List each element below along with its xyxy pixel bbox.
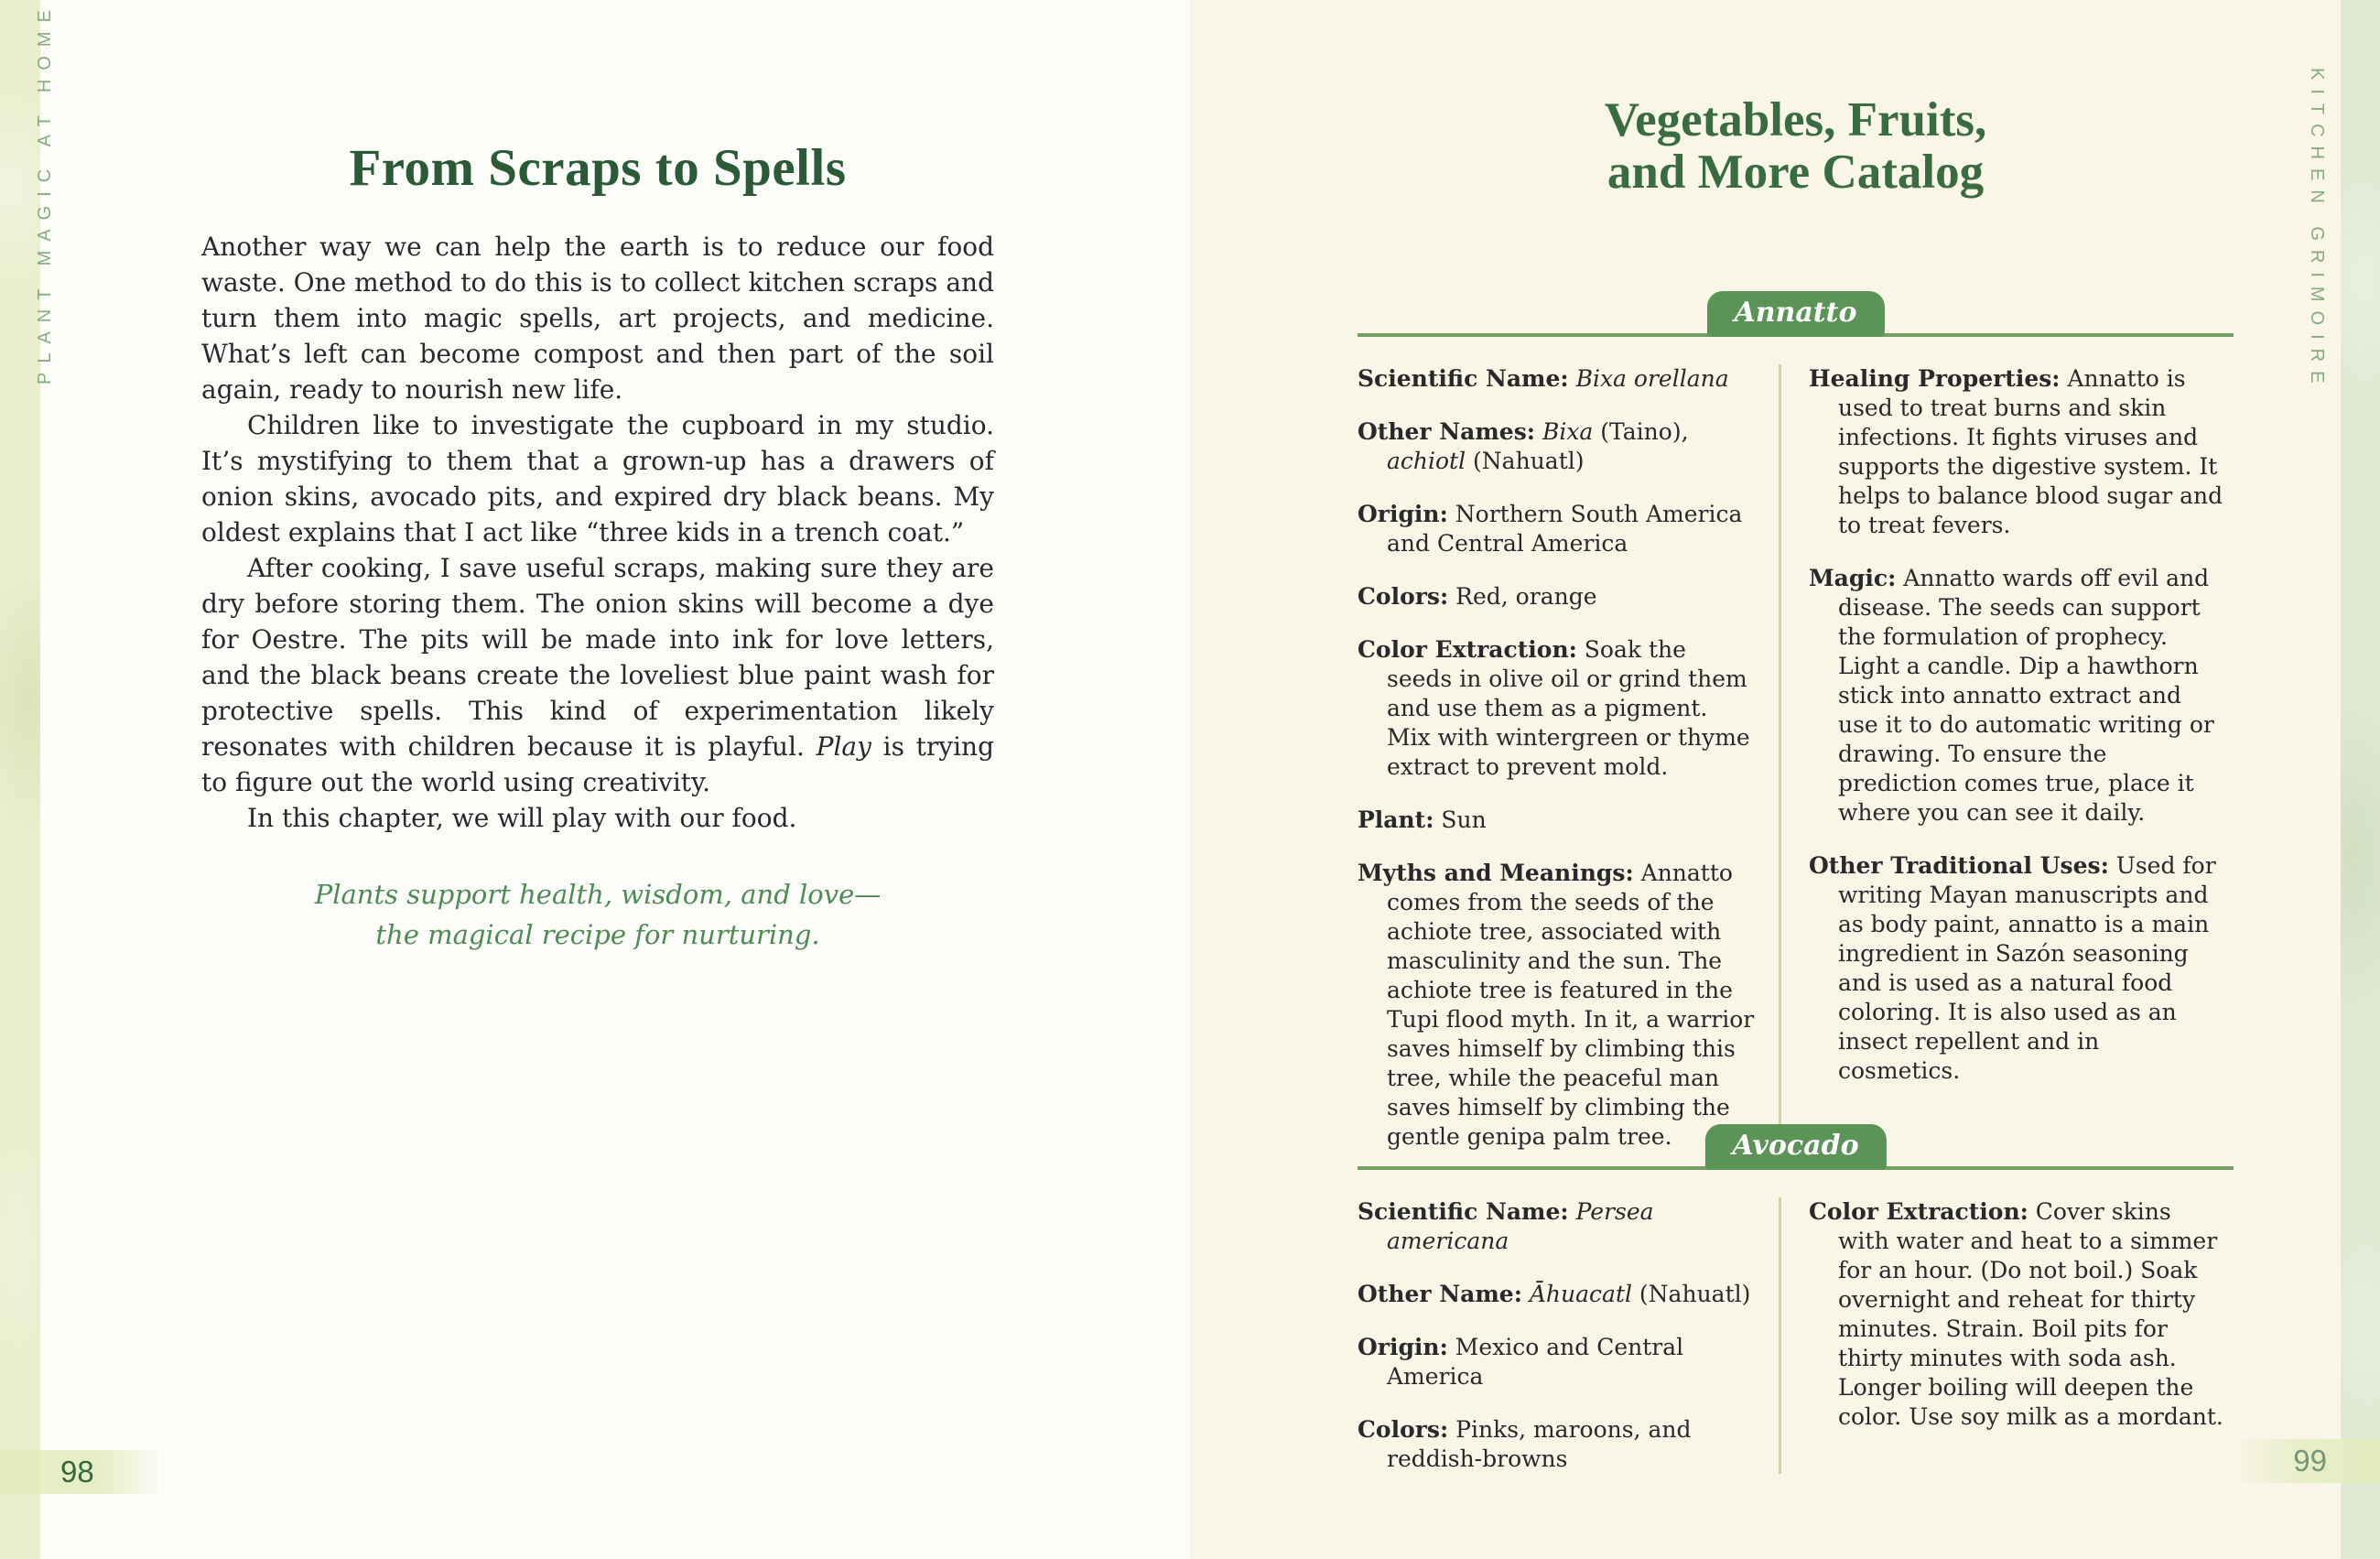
text-run: Used for writing Mayan manuscripts and as body paint, annatto is a main ingredient in Sazón seasoning and is used as a natural food coloring. It is also used as an insect repellent and in cosmetics. — [1838, 852, 2216, 1084]
page-number-left: 98 — [60, 1455, 94, 1489]
field-label: Other Traditional Uses: — [1809, 852, 2109, 879]
field-label: Colors: — [1358, 1416, 1449, 1443]
field-label: Origin: — [1358, 501, 1448, 527]
catalog-title — [1358, 94, 2234, 199]
catalog-field — [1809, 1197, 2224, 1432]
left-spine-text: PLANT MAGIC AT HOME — [35, 1, 55, 384]
entry-header-rule — [1358, 1124, 2234, 1170]
catalog-field — [1809, 564, 2224, 828]
catalog-title-line-2: and More Catalog — [1606, 146, 1985, 199]
field-label: Color Extraction: — [1358, 636, 1577, 663]
catalog-field — [1358, 364, 1757, 394]
text-run: Soak the seeds in olive oil or grind them and use them as a pigment. Mix with wintergreen or thyme extract to prevent mold. — [1387, 636, 1750, 780]
text-run: Annatto wards off evil and disease. The seeds can support the formulation of prophecy. Light a candle. Dip a hawthorn stick into annatto extract and use it to do automatic writing or drawing. To ensure the prediction comes true, place it where you can see it daily. — [1838, 565, 2214, 826]
body-paragraph — [201, 407, 994, 550]
catalog-field — [1358, 859, 1757, 1152]
entry-tab-annatto: Annatto — [1706, 291, 1884, 337]
right-spine-text: KITCHEN GRIMOIRE — [2307, 68, 2327, 393]
text-italic: Persea americana — [1387, 1198, 1654, 1254]
catalog-field — [1809, 851, 2224, 1086]
catalog-title-line-1: Vegetables, Fruits, — [1604, 93, 1987, 146]
catalog-field — [1358, 582, 1757, 612]
catalog-field — [1358, 635, 1757, 782]
text-run: is trying to figure out the world using creativity. — [201, 731, 994, 797]
catalog-field — [1358, 1415, 1757, 1474]
field-label: Healing Properties: — [1809, 365, 2061, 392]
text-run: (Nahuatl) — [1466, 448, 1585, 474]
text-italic: Play — [816, 731, 871, 762]
text-run: (Taino), — [1593, 418, 1689, 445]
catalog-field — [1358, 417, 1757, 476]
chapter-body — [201, 229, 994, 836]
catalog-field — [1358, 1280, 1757, 1309]
text-run: Pinks, maroons, and reddish-browns — [1387, 1416, 1692, 1472]
catalog-entry-avocado — [1358, 1124, 2234, 1474]
chapter-content — [201, 139, 994, 955]
right-watercolor-edge — [2341, 0, 2380, 1559]
catalog-entry-annatto — [1358, 291, 2234, 1152]
field-label: Magic: — [1809, 565, 1897, 591]
entry-header-rule — [1358, 291, 2234, 337]
field-label: Colors: — [1358, 583, 1449, 610]
text-italic: Āhuacatl — [1529, 1281, 1632, 1307]
quote-line-2: the magical recipe for nurturing. — [375, 919, 820, 950]
entry-right-column — [1781, 364, 2234, 1152]
text-run: Annatto comes from the seeds of the achiote tree, associated with masculinity and the sun. The achiote tree is featured in the Tupi flood myth. In it, a warrior saves himself by climbing this tree, while the peaceful man saves himself by climbing the gentle genipa palm tree. — [1387, 860, 1755, 1150]
entry-left-column — [1358, 1197, 1779, 1474]
field-label: Other Name: — [1358, 1281, 1522, 1307]
field-label: Myths and Meanings: — [1358, 860, 1634, 886]
entry-columns — [1358, 1170, 2234, 1474]
text-italic: achiotl — [1387, 448, 1466, 474]
text-run: Mexico and Central America — [1387, 1334, 1684, 1390]
chapter-quote — [201, 874, 994, 955]
body-paragraph — [201, 800, 994, 836]
entry-left-column — [1358, 364, 1779, 1152]
catalog-field — [1358, 1333, 1757, 1391]
entry-right-column — [1781, 1197, 2234, 1474]
field-label: Color Extraction: — [1809, 1198, 2028, 1225]
text-run: Sun — [1441, 807, 1487, 833]
text-run: Cover skins with water and heat to a simmer for an hour. (Do not boil.) Soak overnight and reheat for thirty minutes. Strain. Boil pits for thirty minutes with soda ash. Longer boiling will deepen the color. Use soy milk as a mordant. — [1838, 1198, 2223, 1430]
text-run: Children like to investigate the cupboard in my studio. It’s mystifying to them that a grown-up has a drawers of onion skins, avocado pits, and expired dry black beans. My oldest explains that I act like “three kids in a trench coat.” — [201, 410, 994, 547]
quote-line-1: Plants support health, wisdom, and love— — [314, 879, 882, 910]
text-run: Annatto is used to treat burns and skin infections. It fights viruses and supports the digestive system. It helps to balance blood sugar and to treat fevers. — [1838, 365, 2223, 538]
text-run: (Nahuatl) — [1631, 1281, 1751, 1307]
page-number-right: 99 — [2293, 1444, 2327, 1478]
text-run: Another way we can help the earth is to reduce our food waste. One method to do this is to collect kitchen scraps and turn them into magic spells, art projects, and medicine. What’s left can become compost and then part of the soil again, ready to nourish new life. — [201, 232, 994, 405]
entry-columns — [1358, 337, 2234, 1152]
text-italic: Bixa orellana — [1575, 365, 1729, 392]
text-run: After cooking, I save useful scraps, making sure they are dry before storing them. The onion skins will become a dye for Oestre. The pits will be made into ink for love letters, and the black beans create the loveliest blue paint wash for protective spells. This kind of experimentation likely resonates with children because it is playful. — [201, 553, 994, 762]
field-label: Origin: — [1358, 1334, 1448, 1360]
chapter-title: From Scraps to Spells — [349, 139, 847, 197]
catalog-field — [1358, 806, 1757, 835]
field-label: Scientific Name: — [1358, 365, 1569, 392]
page-number-strip-right — [2235, 1439, 2380, 1483]
body-paragraph — [201, 550, 994, 800]
page-number-strip-left — [0, 1450, 168, 1494]
field-label: Scientific Name: — [1358, 1198, 1569, 1225]
text-italic: Bixa — [1542, 418, 1594, 445]
field-label: Plant: — [1358, 807, 1434, 833]
body-paragraph — [201, 229, 994, 407]
catalog-field — [1358, 500, 1757, 558]
catalog-field — [1358, 1197, 1757, 1256]
catalog-field — [1809, 364, 2224, 540]
text-run: In this chapter, we will play with our food. — [247, 803, 797, 833]
text-run: Red, orange — [1455, 583, 1597, 610]
text-run: Northern South America and Central America — [1387, 501, 1743, 557]
field-label: Other Names: — [1358, 418, 1535, 445]
page-right — [1190, 0, 2380, 1559]
entry-tab-avocado: Avocado — [1704, 1124, 1886, 1170]
